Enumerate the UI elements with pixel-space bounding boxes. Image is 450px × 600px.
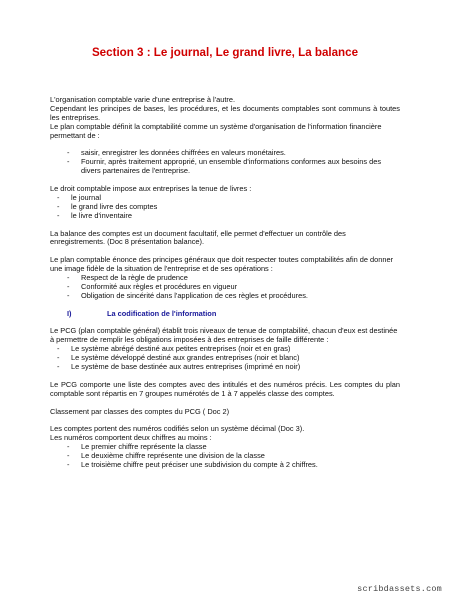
- section-heading: [50, 310, 400, 319]
- list-item: - Le troisième chiffre peut préciser une subdivision du compte à 2 chiffres.: [67, 460, 318, 470]
- list-item: - le journal: [57, 192, 101, 202]
- numeros-line-2: Les numéros comportent deux chiffres au moins :: [50, 433, 212, 443]
- section-title: Section 3 : Le journal, Le grand livre, La balance: [91, 46, 359, 59]
- pcg-list: [50, 345, 400, 372]
- list-item: - le livre d'inventaire: [57, 210, 132, 220]
- section-heading-number: I): [67, 308, 72, 318]
- balance-text: La balance des comptes est un document facultatif, elle permet d'effectuer un contrôle des enregistrements. (Doc 8 présentation balance).: [50, 228, 346, 247]
- document-body: [50, 96, 400, 470]
- intro-line-3: Le plan comptable définit la comptabilité comme un système d'organisation de l'information financière permettant de :: [50, 121, 382, 140]
- list-item: - Conformité aux règles et procédures en vigueur: [67, 281, 238, 291]
- pcg-text: Le PCG (plan comptable général) établit trois niveaux de tenue de comptabilité, chacun d'eux est destinée à permettre de remplir les obligations imposées à des entreprises de faille différente :: [50, 326, 398, 345]
- list-item: - Le deuxième chiffre représente une division de la classe: [67, 451, 265, 461]
- intro-line-2: Cependant les principes de bases, les procédures, et les documents comptables sont communs à toutes les entreprises.: [50, 103, 400, 122]
- list-item: - Respect de la règle de prudence: [67, 273, 188, 283]
- list-item: - Fournir, après traitement approprié, un ensemble d'informations conformes aux besoins des divers partenaires de l'entreprise.: [67, 157, 382, 176]
- intro-list: [50, 149, 400, 176]
- list-item: - saisir, enregistrer les données chiffrées en valeurs monétaires.: [67, 148, 286, 158]
- intro-line-1: L'organisation comptable varie d'une entreprise à l'autre.: [50, 95, 236, 104]
- list-item: - Obligation de sincérité dans l'application de ces règles et procédures.: [67, 290, 308, 300]
- list-item: - Le premier chiffre représente la classe: [67, 442, 207, 452]
- principes-text: Le plan comptable énonce des principes généraux que doit respecter toutes comptabilités afin de donner une image fidèle de la situation de l'entreprise et de ses opérations :: [50, 255, 394, 274]
- list-item: - Le système développé destiné aux grandes entreprises (noir et blanc): [57, 353, 300, 363]
- livres-list: [50, 194, 400, 221]
- list-item: - le grand livre des comptes: [57, 201, 158, 211]
- liste-text: Le PCG comporte une liste des comptes avec des intitulés et des numéros précis. Les comptes du plan comptable sont répartis en 7 groupes numérotés de 1 à 7 appelés classe des comptes.: [50, 379, 400, 398]
- numeros-line-1: Les comptes portent des numéros codifiés selon un système décimal (Doc 3).: [50, 424, 305, 434]
- numeros-list: [50, 443, 400, 470]
- section-heading-label: La codification de l'information: [107, 308, 217, 318]
- classement-text: Classement par classes des comptes du PCG ( Doc 2): [50, 406, 230, 416]
- list-item: - Le système de base destinée aux autres entreprises (imprimé en noir): [57, 362, 301, 372]
- principes-list: [50, 274, 400, 301]
- list-item: - Le système abrégé destiné aux petites entreprises (noir et en gras): [57, 344, 291, 354]
- droit-text: Le droit comptable impose aux entreprises la tenue de livres :: [50, 184, 252, 194]
- watermark: scribdassets.com: [357, 584, 442, 594]
